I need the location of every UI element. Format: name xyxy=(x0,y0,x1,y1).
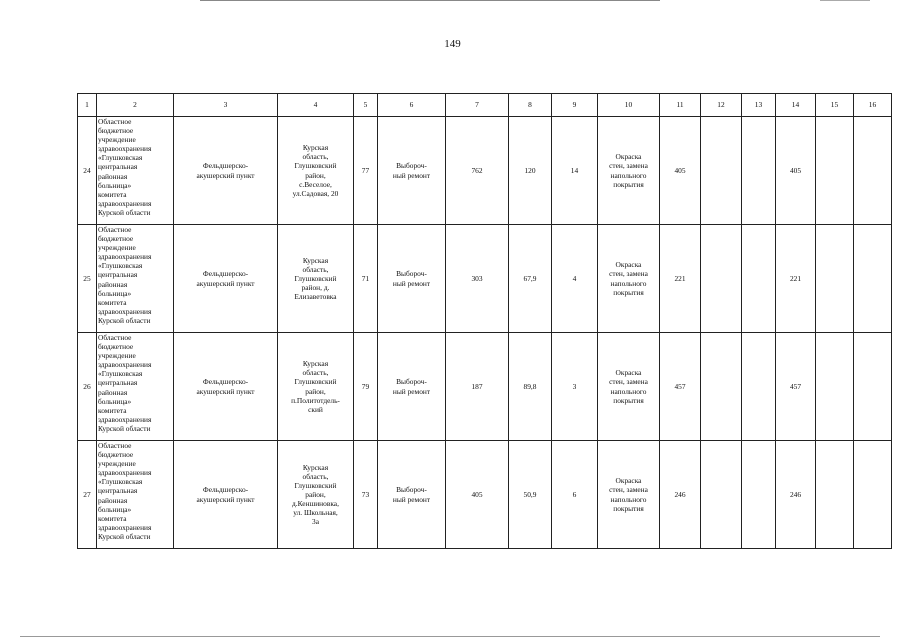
header-cell: 5 xyxy=(354,94,378,117)
organization-cell xyxy=(97,441,174,549)
col16-cell xyxy=(854,441,892,549)
cell-line: напольного xyxy=(610,170,647,180)
col14-cell: 457 xyxy=(776,333,816,441)
col16-cell xyxy=(854,225,892,333)
col13-cell xyxy=(742,225,776,333)
cell-line: Глушковский xyxy=(294,377,337,387)
col8-cell: 67,9 xyxy=(509,225,552,333)
cell-line: Курская xyxy=(302,462,329,472)
cell-line: здравоохранения xyxy=(98,144,152,154)
cell-line: ул.Садовая, 20 xyxy=(292,188,339,198)
col15-cell xyxy=(816,117,854,225)
header-cell: 1 xyxy=(78,94,97,117)
col9-cell: 4 xyxy=(552,225,598,333)
cell-line: Глушковский xyxy=(294,161,337,171)
header-row xyxy=(78,94,892,117)
cell-line: область, xyxy=(302,152,329,162)
header-cell: 10 xyxy=(598,94,660,117)
cell-line: акушерский пункт xyxy=(196,170,255,180)
header-cell: 11 xyxy=(660,94,701,117)
cell-line: стен, замена xyxy=(609,377,648,387)
cell-line: Выбороч- xyxy=(396,161,427,171)
col5-cell: 71 xyxy=(354,225,378,333)
col15-cell xyxy=(816,441,854,549)
cell-line: район, xyxy=(305,170,326,180)
col16-cell xyxy=(854,333,892,441)
cell-line: стен, замена xyxy=(609,485,648,495)
row-number: 24 xyxy=(78,117,97,225)
cell-line: больница» xyxy=(98,180,132,190)
cell-line: Выбороч- xyxy=(396,377,427,387)
cell-line: Фельдшерско- xyxy=(202,269,249,279)
cell-line: район, xyxy=(305,386,326,396)
header-cell: 9 xyxy=(552,94,598,117)
cell-line: учреждение xyxy=(98,351,136,361)
col13-cell xyxy=(742,333,776,441)
cell-line: ный ремонт xyxy=(392,386,431,396)
col8-cell: 120 xyxy=(509,117,552,225)
organization-cell xyxy=(97,333,174,441)
cell-line: область, xyxy=(302,471,329,481)
cell-line: «Глушковская xyxy=(98,477,143,487)
cell-line: ный ремонт xyxy=(392,170,431,180)
cell-line: Курская xyxy=(302,359,329,369)
cell-line: ул. Школьная, xyxy=(293,508,338,518)
scan-edge-bottom xyxy=(20,636,880,637)
cell-line: Курской области xyxy=(98,423,151,433)
cell-line: Окраска xyxy=(615,368,642,378)
cell-line: Фельдшерско- xyxy=(202,485,249,495)
cell-line: здравоохранения xyxy=(98,306,152,316)
header-cell: 4 xyxy=(278,94,354,117)
cell-line: здравоохранения xyxy=(98,252,152,262)
scan-edge-top xyxy=(200,0,660,1)
cell-line: Выбороч- xyxy=(396,485,427,495)
table-row xyxy=(78,441,892,549)
cell-line: комитета xyxy=(98,513,127,523)
facility-type-cell xyxy=(174,441,278,549)
cell-line: центральная xyxy=(98,162,138,172)
table-row xyxy=(78,333,892,441)
cell-line: покрытия xyxy=(613,503,644,513)
repair-type-cell xyxy=(378,333,446,441)
cell-line: больница» xyxy=(98,504,132,514)
cell-line: Глушковский xyxy=(294,480,337,490)
cell-line: покрытия xyxy=(613,395,644,405)
address-cell xyxy=(278,225,354,333)
cell-line: 3а xyxy=(312,517,319,527)
cell-line: Глушковский xyxy=(294,273,337,283)
row-number: 27 xyxy=(78,441,97,549)
cell-line: учреждение xyxy=(98,243,136,253)
col5-cell: 79 xyxy=(354,333,378,441)
repair-table xyxy=(77,93,892,549)
cell-line: «Глушковская xyxy=(98,369,143,379)
cell-line: акушерский пункт xyxy=(196,494,255,504)
scan-edge-top-right xyxy=(820,0,870,1)
cell-line: больница» xyxy=(98,396,132,406)
cell-line: Окраска xyxy=(615,152,642,162)
header-cell: 15 xyxy=(816,94,854,117)
col15-cell xyxy=(816,333,854,441)
cell-line: район, xyxy=(305,489,326,499)
repair-type-cell xyxy=(378,225,446,333)
col8-cell: 89,8 xyxy=(509,333,552,441)
col9-cell: 14 xyxy=(552,117,598,225)
cell-line: п.Политотдель- xyxy=(291,395,340,405)
cell-line: районная xyxy=(98,279,128,289)
cell-line: Курской области xyxy=(98,207,151,217)
repair-type-cell xyxy=(378,117,446,225)
cell-line: комитета xyxy=(98,189,127,199)
cell-line: бюджетное xyxy=(98,234,134,244)
cell-line: Фельдшерско- xyxy=(202,377,249,387)
cell-line: центральная xyxy=(98,486,138,496)
cell-line: Областное xyxy=(98,333,132,342)
col14-cell: 221 xyxy=(776,225,816,333)
cell-line: больница» xyxy=(98,288,132,298)
cell-line: центральная xyxy=(98,378,138,388)
cell-line: здравоохранения xyxy=(98,522,152,532)
address-cell xyxy=(278,333,354,441)
header-cell: 12 xyxy=(701,94,742,117)
col8-cell: 50,9 xyxy=(509,441,552,549)
facility-type-cell xyxy=(174,117,278,225)
col12-cell xyxy=(701,441,742,549)
cell-line: с.Веселое, xyxy=(299,179,332,189)
cell-line: бюджетное xyxy=(98,342,134,352)
cell-line: стен, замена xyxy=(609,269,648,279)
cell-line: Окраска xyxy=(615,476,642,486)
cell-line: напольного xyxy=(610,278,647,288)
col12-cell xyxy=(701,225,742,333)
row-number: 25 xyxy=(78,225,97,333)
cell-line: ский xyxy=(308,404,323,414)
col11-cell: 221 xyxy=(660,225,701,333)
cell-line: Курской области xyxy=(98,531,151,541)
cell-line: бюджетное xyxy=(98,126,134,136)
cell-line: бюджетное xyxy=(98,450,134,460)
cell-line: район, д. xyxy=(301,283,330,293)
cell-line: область, xyxy=(302,264,329,274)
organization-cell xyxy=(97,117,174,225)
col14-cell: 246 xyxy=(776,441,816,549)
work-description-cell xyxy=(598,117,660,225)
cell-line: Областное xyxy=(98,441,132,450)
col11-cell: 405 xyxy=(660,117,701,225)
header-cell: 8 xyxy=(509,94,552,117)
cell-line: Окраска xyxy=(615,260,642,270)
col9-cell: 3 xyxy=(552,333,598,441)
header-cell: 14 xyxy=(776,94,816,117)
col12-cell xyxy=(701,117,742,225)
cell-line: здравоохранения xyxy=(98,360,152,370)
cell-line: здравоохранения xyxy=(98,468,152,478)
organization-cell xyxy=(97,225,174,333)
table-row xyxy=(78,117,892,225)
header-cell: 3 xyxy=(174,94,278,117)
row-number: 26 xyxy=(78,333,97,441)
header-cell: 7 xyxy=(446,94,509,117)
header-cell: 13 xyxy=(742,94,776,117)
cell-line: Курской области xyxy=(98,315,151,325)
cell-line: здравоохранения xyxy=(98,198,152,208)
cell-line: покрытия xyxy=(613,179,644,189)
col7-cell: 762 xyxy=(446,117,509,225)
cell-line: покрытия xyxy=(613,287,644,297)
cell-line: акушерский пункт xyxy=(196,386,255,396)
col16-cell xyxy=(854,117,892,225)
cell-line: Выбороч- xyxy=(396,269,427,279)
cell-line: районная xyxy=(98,495,128,505)
col13-cell xyxy=(742,441,776,549)
col15-cell xyxy=(816,225,854,333)
cell-line: д.Кеншиновка, xyxy=(292,499,339,509)
col13-cell xyxy=(742,117,776,225)
cell-line: районная xyxy=(98,387,128,397)
cell-line: учреждение xyxy=(98,135,136,145)
col11-cell: 246 xyxy=(660,441,701,549)
col11-cell: 457 xyxy=(660,333,701,441)
cell-line: напольного xyxy=(610,386,647,396)
work-description-cell xyxy=(598,225,660,333)
work-description-cell xyxy=(598,441,660,549)
cell-line: напольного xyxy=(610,494,647,504)
cell-line: Фельдшерско- xyxy=(202,161,249,171)
cell-line: Курская xyxy=(302,143,329,153)
page-number: 149 xyxy=(444,38,461,50)
col9-cell: 6 xyxy=(552,441,598,549)
work-description-cell xyxy=(598,333,660,441)
cell-line: стен, замена xyxy=(609,161,648,171)
cell-line: «Глушковская xyxy=(98,153,143,163)
col12-cell xyxy=(701,333,742,441)
cell-line: ный ремонт xyxy=(392,278,431,288)
cell-line: учреждение xyxy=(98,459,136,469)
repair-type-cell xyxy=(378,441,446,549)
cell-line: центральная xyxy=(98,270,138,280)
header-cell: 16 xyxy=(854,94,892,117)
col14-cell: 405 xyxy=(776,117,816,225)
cell-line: область, xyxy=(302,368,329,378)
col7-cell: 187 xyxy=(446,333,509,441)
cell-line: Областное xyxy=(98,225,132,234)
facility-type-cell xyxy=(174,225,278,333)
col7-cell: 405 xyxy=(446,441,509,549)
col5-cell: 77 xyxy=(354,117,378,225)
cell-line: Областное xyxy=(98,117,132,126)
facility-type-cell xyxy=(174,333,278,441)
address-cell xyxy=(278,117,354,225)
cell-line: акушерский пункт xyxy=(196,278,255,288)
address-cell xyxy=(278,441,354,549)
cell-line: ный ремонт xyxy=(392,494,431,504)
cell-line: Курская xyxy=(302,255,329,265)
cell-line: здравоохранения xyxy=(98,414,152,424)
col7-cell: 303 xyxy=(446,225,509,333)
cell-line: комитета xyxy=(98,405,127,415)
cell-line: комитета xyxy=(98,297,127,307)
cell-line: «Глушковская xyxy=(98,261,143,271)
cell-line: Елизаветовка xyxy=(294,292,337,302)
header-cell: 2 xyxy=(97,94,174,117)
table-row xyxy=(78,225,892,333)
header-cell: 6 xyxy=(378,94,446,117)
cell-line: районная xyxy=(98,171,128,181)
col5-cell: 73 xyxy=(354,441,378,549)
